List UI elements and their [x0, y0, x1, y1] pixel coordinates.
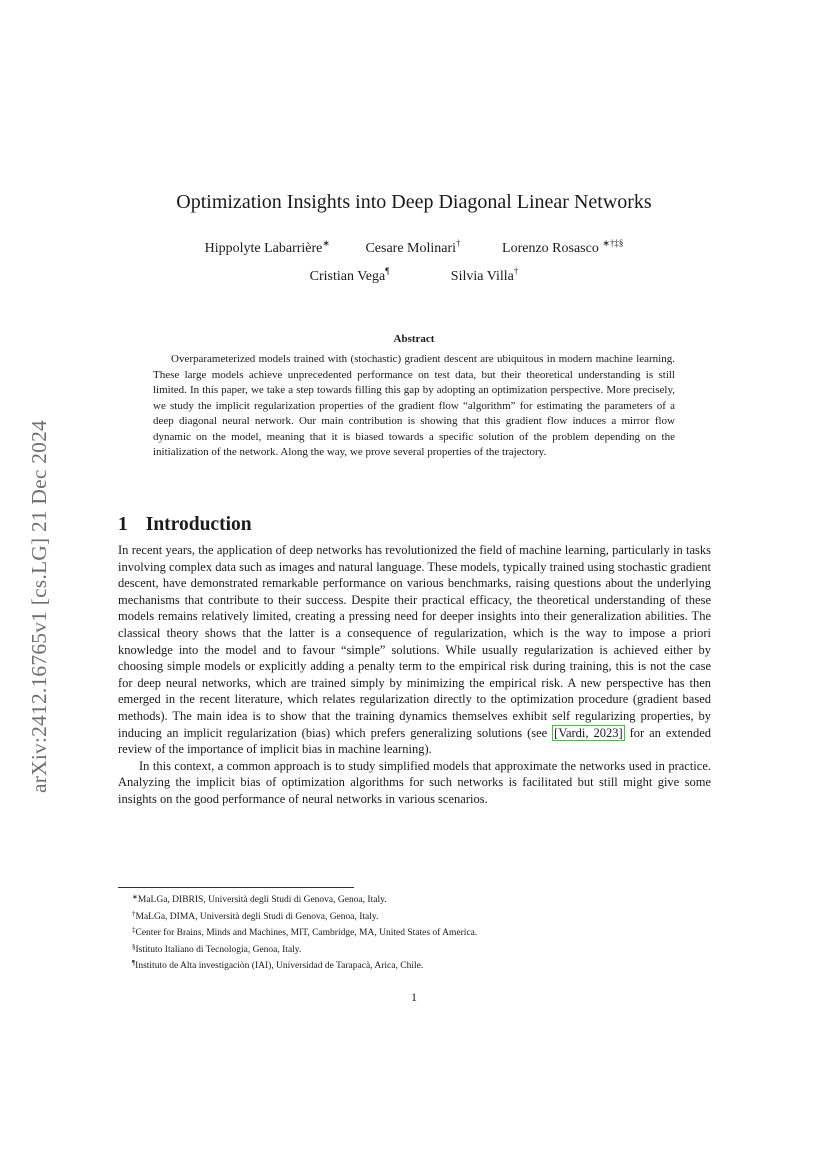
- author-row-1: [0, 238, 828, 257]
- abstract-heading: Abstract: [393, 333, 435, 345]
- footnote: §Istituto Italiano di Tecnologia, Genoa, Italy.: [132, 942, 302, 955]
- section-heading: [118, 514, 252, 536]
- citation-link[interactable]: [Vardi, 2023]: [554, 725, 623, 740]
- footnote-rule: [118, 887, 354, 888]
- section-number: 1: [118, 514, 128, 535]
- paragraph: In this context, a common approach is to study simplified models that approximate the networks used in practice. Analyzing the implicit bias of optimization algorithms for such networks is facilitated but still might give some insights on the good performance of neural networks in various scenarios.: [118, 758, 711, 806]
- abstract-text: Overparameterized models trained with (stochastic) gradient descent are ubiquitous in modern machine learning. These large models achieve unprecedented performance on test data, but their theoretical understanding is still limited. In this paper, we take a step towards filling this gap by adopting an optimization perspective. More precisely, we study the implicit regularization properties of the gradient flow “algorithm” for estimating the parameters of a deep diagonal neural network. Our main contribution is showing that this gradient flow induces a mirror flow dynamic on the model, meaning that it is biased towards a specific solution of the problem depending on the initialization of the network. Along the way, we prove several properties of the trajectory.: [153, 353, 675, 458]
- author: Cesare Molinari†: [365, 238, 461, 256]
- author: Silvia Villa†: [450, 266, 519, 284]
- author-row-2: [0, 266, 828, 285]
- author: Lorenzo Rosasco ∗†‡§: [502, 238, 624, 256]
- footnotes: [118, 891, 718, 974]
- footnote: ∗MaLGa, DIBRIS, Università degli Studi di Genova, Genoa, Italy.: [132, 893, 387, 905]
- author: Cristian Vega¶: [309, 266, 390, 284]
- page-number: 1: [411, 990, 417, 1004]
- footnote: †MaLGa, DIMA, Università degli Studi di Genova, Genoa, Italy.: [132, 909, 379, 922]
- footnote: ¶Instituto de Alta investigaciòn (IAI), Universidad de Tarapacà, Arica, Chile.: [132, 959, 424, 971]
- arxiv-id: arXiv:2412.16765v1 [cs.LG] 21 Dec 2024: [27, 419, 52, 793]
- author: Hippolyte Labarrière∗: [204, 238, 330, 256]
- paragraph: In recent years, the application of deep networks has revolutionized the field of machine learning, particularly in tasks involving complex data such as images and natural language. These models, typically trained using stochastic gradient descent, have demonstrated remarkable performance on various benchmarks, raising questions about the underlying mechanisms that contribute to their success. Despite their practical efficacy, the theoretical understanding of these models remains relatively limited, creating a pressing need for deeper insights into their generalization abilities. The classical theory shows that the latter is a consequence of regularization, which is the way to impose a priori knowledge into the model and to favour “simple” solutions. While usually regularization is achieved either by choosing simple models or explicitly adding a penalty term to the empirical risk during training, this is not the case for deep neural networks, which are trained simply by minimizing the empirical risk. A new perspective has then emerged in the recent literature, which relates regularization directly to the optimization procedure (gradient based methods). The main idea is to show that the training dynamics themselves exhibit self regularizing properties, by inducing an implicit regularization (bias) which prefers generalizing solutions (see [Vardi, 2023] for an extended review of the importance of implicit bias in machine learning).: [118, 543, 712, 757]
- introduction-body: [118, 542, 711, 808]
- paper-title: Optimization Insights into Deep Diagonal Linear Networks: [176, 191, 652, 213]
- section-title: Introduction: [145, 514, 252, 535]
- footnote: ‡Center for Brains, Minds and Machines, MIT, Cambridge, MA, United States of America.: [132, 926, 478, 938]
- arxiv-sidebar-stamp: [22, 362, 58, 850]
